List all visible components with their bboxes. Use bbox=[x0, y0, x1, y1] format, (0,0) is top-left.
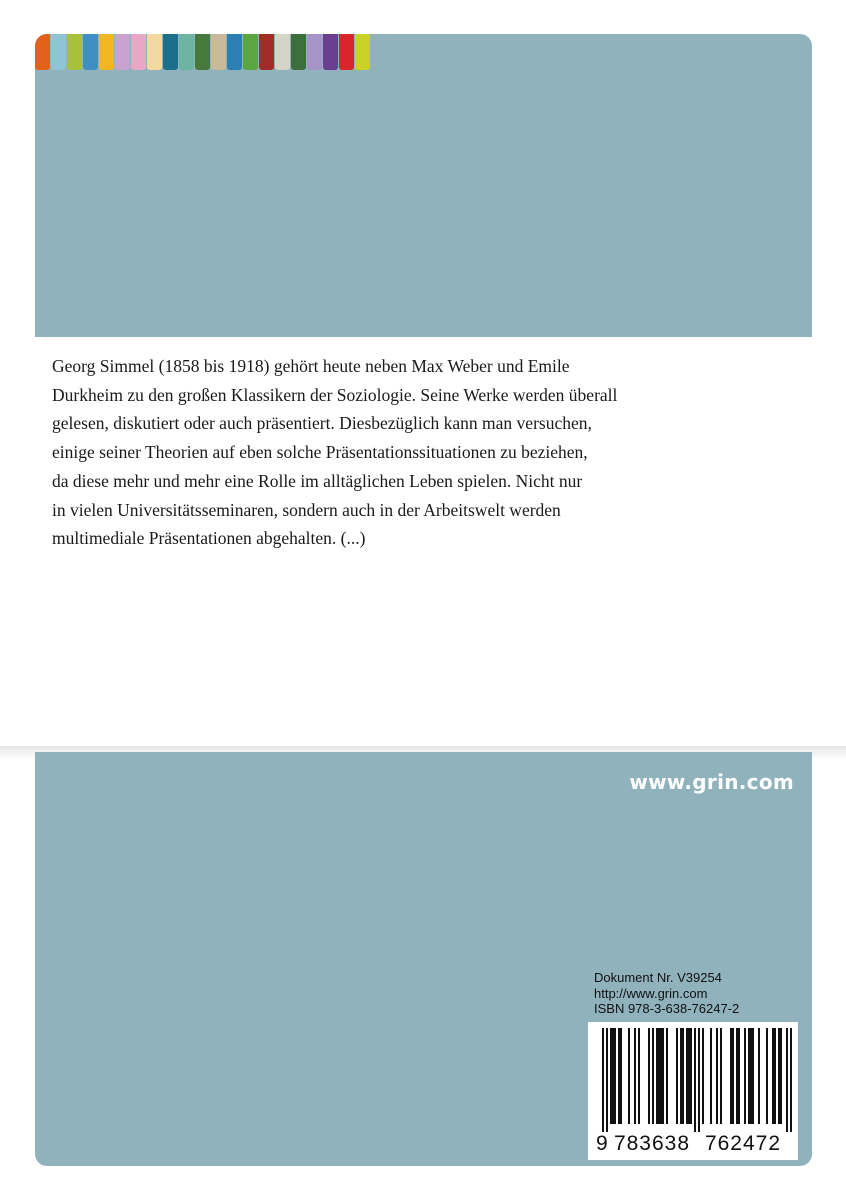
blurb-line: multimediale Präsentationen abgehalten. (...) bbox=[52, 528, 366, 549]
cover-bottom-panel bbox=[35, 752, 812, 1166]
barcode-bar bbox=[702, 1028, 704, 1124]
barcode-bar bbox=[736, 1028, 738, 1124]
barcode-digit-first: 9 bbox=[596, 1132, 608, 1155]
barcode-bar bbox=[688, 1028, 690, 1124]
document-number: Dokument Nr. V39254 bbox=[594, 970, 722, 985]
isbn-number: ISBN 978-3-638-76247-2 bbox=[594, 1001, 740, 1016]
document-url[interactable]: http://www.grin.com bbox=[594, 985, 708, 1001]
barcode-bar bbox=[638, 1028, 640, 1124]
color-stripe bbox=[243, 34, 258, 70]
barcode-bar bbox=[774, 1028, 776, 1124]
barcode-bar bbox=[676, 1028, 678, 1124]
barcode-bar bbox=[766, 1028, 768, 1124]
color-stripe bbox=[227, 34, 242, 70]
barcode-bar bbox=[730, 1028, 732, 1124]
barcode-bar bbox=[606, 1028, 608, 1132]
barcode-bar bbox=[748, 1028, 750, 1124]
blurb-line: in vielen Universitätsseminaren, sondern auch in der Arbeitswelt werden bbox=[52, 499, 561, 520]
cover-top-panel bbox=[35, 34, 812, 337]
barcode-bar bbox=[686, 1028, 688, 1124]
book-blurb bbox=[52, 352, 692, 553]
barcode-bar bbox=[634, 1028, 636, 1124]
barcode-bar bbox=[610, 1028, 612, 1124]
color-stripe bbox=[259, 34, 274, 70]
barcode-bar bbox=[732, 1028, 734, 1124]
barcode-bar bbox=[738, 1028, 740, 1124]
barcode-bar bbox=[620, 1028, 622, 1124]
barcode-bar bbox=[752, 1028, 754, 1124]
blurb-line: einige seiner Theorien auf eben solche Präsentationssituationen zu beziehen, bbox=[52, 442, 588, 463]
barcode-bar bbox=[660, 1028, 662, 1124]
blurb-line: Durkheim zu den großen Klassikern der Soziologie. Seine Werke werden überall bbox=[52, 384, 618, 405]
barcode-bar bbox=[658, 1028, 660, 1124]
color-stripe bbox=[99, 34, 114, 70]
barcode-bar bbox=[652, 1028, 654, 1124]
barcode-bar bbox=[744, 1028, 746, 1124]
barcode-bar bbox=[612, 1028, 614, 1124]
color-stripe bbox=[115, 34, 130, 70]
color-stripe bbox=[211, 34, 226, 70]
barcode-bar bbox=[750, 1028, 752, 1124]
barcode-bar bbox=[710, 1028, 712, 1124]
color-stripe bbox=[51, 34, 66, 70]
isbn-barcode bbox=[588, 1022, 798, 1160]
color-stripe bbox=[147, 34, 162, 70]
barcode-bar bbox=[656, 1028, 658, 1124]
color-stripe bbox=[355, 34, 370, 70]
color-stripe bbox=[339, 34, 354, 70]
document-metadata bbox=[594, 970, 739, 1017]
barcode-bar bbox=[602, 1028, 604, 1132]
color-stripe bbox=[179, 34, 194, 70]
color-stripe bbox=[83, 34, 98, 70]
color-stripe bbox=[195, 34, 210, 70]
barcode-bar bbox=[690, 1028, 692, 1124]
barcode-bar bbox=[790, 1028, 792, 1132]
barcode-bar bbox=[666, 1028, 668, 1124]
blurb-line: gelesen, diskutiert oder auch präsentiert. Diesbezüglich kann man versuchen, bbox=[52, 413, 592, 434]
barcode-bar bbox=[662, 1028, 664, 1124]
color-stripe bbox=[291, 34, 306, 70]
barcode-digits-right: 762472 bbox=[704, 1132, 782, 1155]
color-stripe bbox=[67, 34, 82, 70]
barcode-bar bbox=[716, 1028, 718, 1124]
barcode-bar bbox=[698, 1028, 700, 1132]
barcode-bar bbox=[772, 1028, 774, 1124]
barcode-bar bbox=[786, 1028, 788, 1132]
color-stripe bbox=[35, 34, 50, 70]
barcode-bar bbox=[780, 1028, 782, 1124]
barcode-bar bbox=[694, 1028, 696, 1132]
barcode-bar bbox=[758, 1028, 760, 1124]
color-stripe bbox=[307, 34, 322, 70]
blurb-line: Georg Simmel (1858 bis 1918) gehört heute neben Max Weber und Emile bbox=[52, 356, 570, 376]
barcode-bar bbox=[680, 1028, 682, 1124]
barcode-bar bbox=[628, 1028, 630, 1124]
color-stripe bbox=[275, 34, 290, 70]
barcode-bar bbox=[614, 1028, 616, 1124]
color-stripe bbox=[163, 34, 178, 70]
publisher-website[interactable]: www.grin.com bbox=[629, 770, 794, 794]
color-stripe bbox=[131, 34, 146, 70]
barcode-bar bbox=[720, 1028, 722, 1124]
barcode-digits-left: 783638 bbox=[613, 1132, 691, 1155]
barcode-bar bbox=[682, 1028, 684, 1124]
color-stripe bbox=[323, 34, 338, 70]
barcode-bar bbox=[778, 1028, 780, 1124]
blurb-line: da diese mehr und mehr eine Rolle im alltäglichen Leben spielen. Nicht nur bbox=[52, 470, 583, 491]
barcode-bar bbox=[648, 1028, 650, 1124]
color-stripe-bar bbox=[35, 34, 371, 70]
barcode-bar bbox=[618, 1028, 620, 1124]
